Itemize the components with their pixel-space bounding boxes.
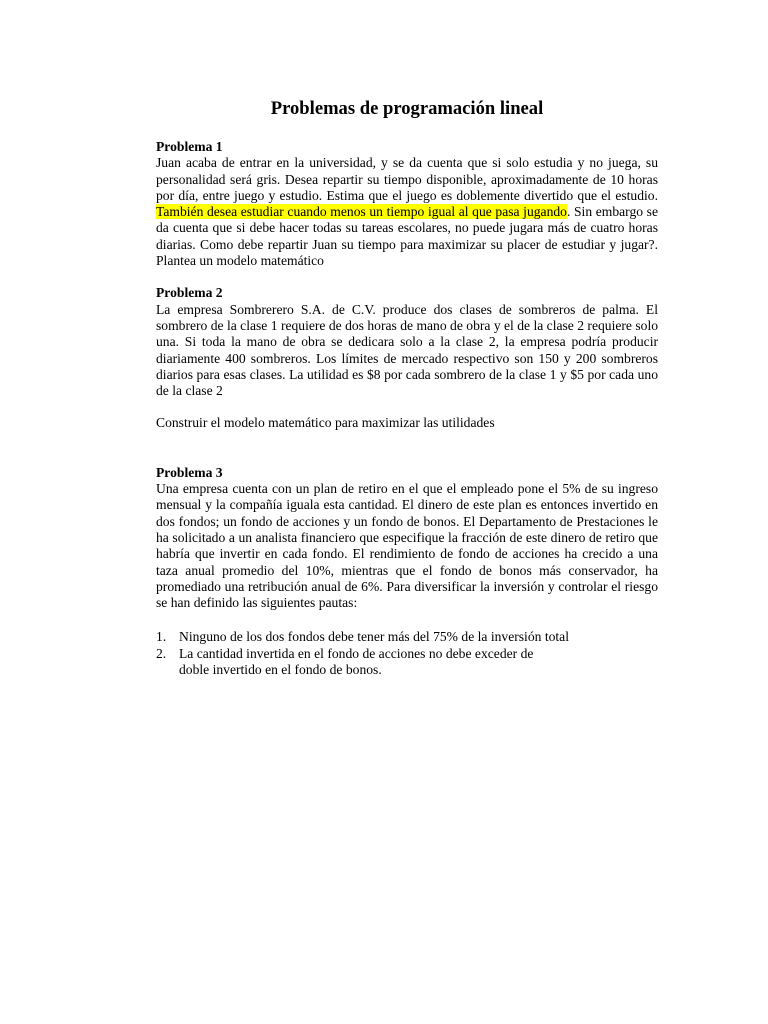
document-title: Problemas de programación lineal [270,98,544,119]
guideline-item [156,646,658,679]
guideline-number: 1. [156,629,167,645]
guideline-number: 2. [156,645,167,661]
problem-1-text-before: Juan acaba de entrar en la universidad, y se da cuenta que si solo estudia y no juega, su personalidad será gris. Desea repartir su tiempo disponible, aproximadamente de 10 horas por día, entre juego y estudio. Estima que el juego es doblemente divertido que el estudio. [156,155,658,203]
guideline-text: Ninguno de los dos fondos debe tener más del 75% de la inversión total [179,629,569,645]
problem-2-instruction: Construir el modelo matemático para maximizar las utilidades [156,415,495,431]
problem-2-text: La empresa Sombrerero S.A. de C.V. produce dos clases de sombreros de palma. El sombrero de la clase 1 requiere de dos horas de mano de obra y el de la clase 2 requiere solo una. Si toda la mano de obra se dedicara solo a la clase 2, la empresa podría producir diariamente 400 sombreros. Los límites de mercado respectivo son 150 y 200 sombreros diarios para esas clases. La utilidad es $8 por cada sombrero de la clase 1 y $5 por cada uno de la clase 2 [156,301,659,399]
spacer [156,611,658,629]
spacer [156,399,658,415]
problem-1-text-after: . Sin embargo se da cuenta que si debe hacer todas su tareas escolares, no puede jugara más de cuatro horas diarias. Como debe repartir Juan su tiempo para maximizar su placer de estudiar y jugar?. Plantea un modelo matemático [156,204,658,269]
problem-1-highlighted-text: También desea estudiar cuando menos un tiempo igual al que pasa jugando [156,204,567,220]
problem-3-heading: Problema 3 [156,464,223,480]
guideline-item [156,629,658,645]
document-page [156,98,658,678]
guidelines-list [156,629,658,678]
guideline-text-continued: doble invertido en el fondo de bonos. [179,662,382,678]
problem-3-text: Una empresa cuenta con un plan de retiro en el que el empleado pone el 5% de su ingreso mensual y la compañía iguala esta cantidad. El dinero de este plan es entonces invertido en dos fondos; un fondo de acciones y un fondo de bonos. El Departamento de Prestaciones le ha solicitado a un analista financiero que especifique la fracción de este dinero de retiro que habría que invertir en cada fondo. El rendimiento de fondo de acciones ha crecido a una taza anual promedio del 10%, mientras que el fondo de bonos más conservador, ha promediado una retribución anual de 6%. Para diversificar la inversión y controlar el riesgo se han definido las siguientes pautas: [156,481,658,611]
problem-2-heading: Problema 2 [156,285,223,301]
guideline-text: La cantidad invertida en el fondo de acciones no debe exceder de [179,645,534,661]
problem-1-text [156,155,658,269]
problem-1-heading: Problema 1 [156,139,223,154]
problem-1-section [156,139,658,269]
spacer [156,432,658,465]
problem-2-section [156,285,658,431]
spacer [156,269,658,285]
problem-3-section [156,465,658,679]
